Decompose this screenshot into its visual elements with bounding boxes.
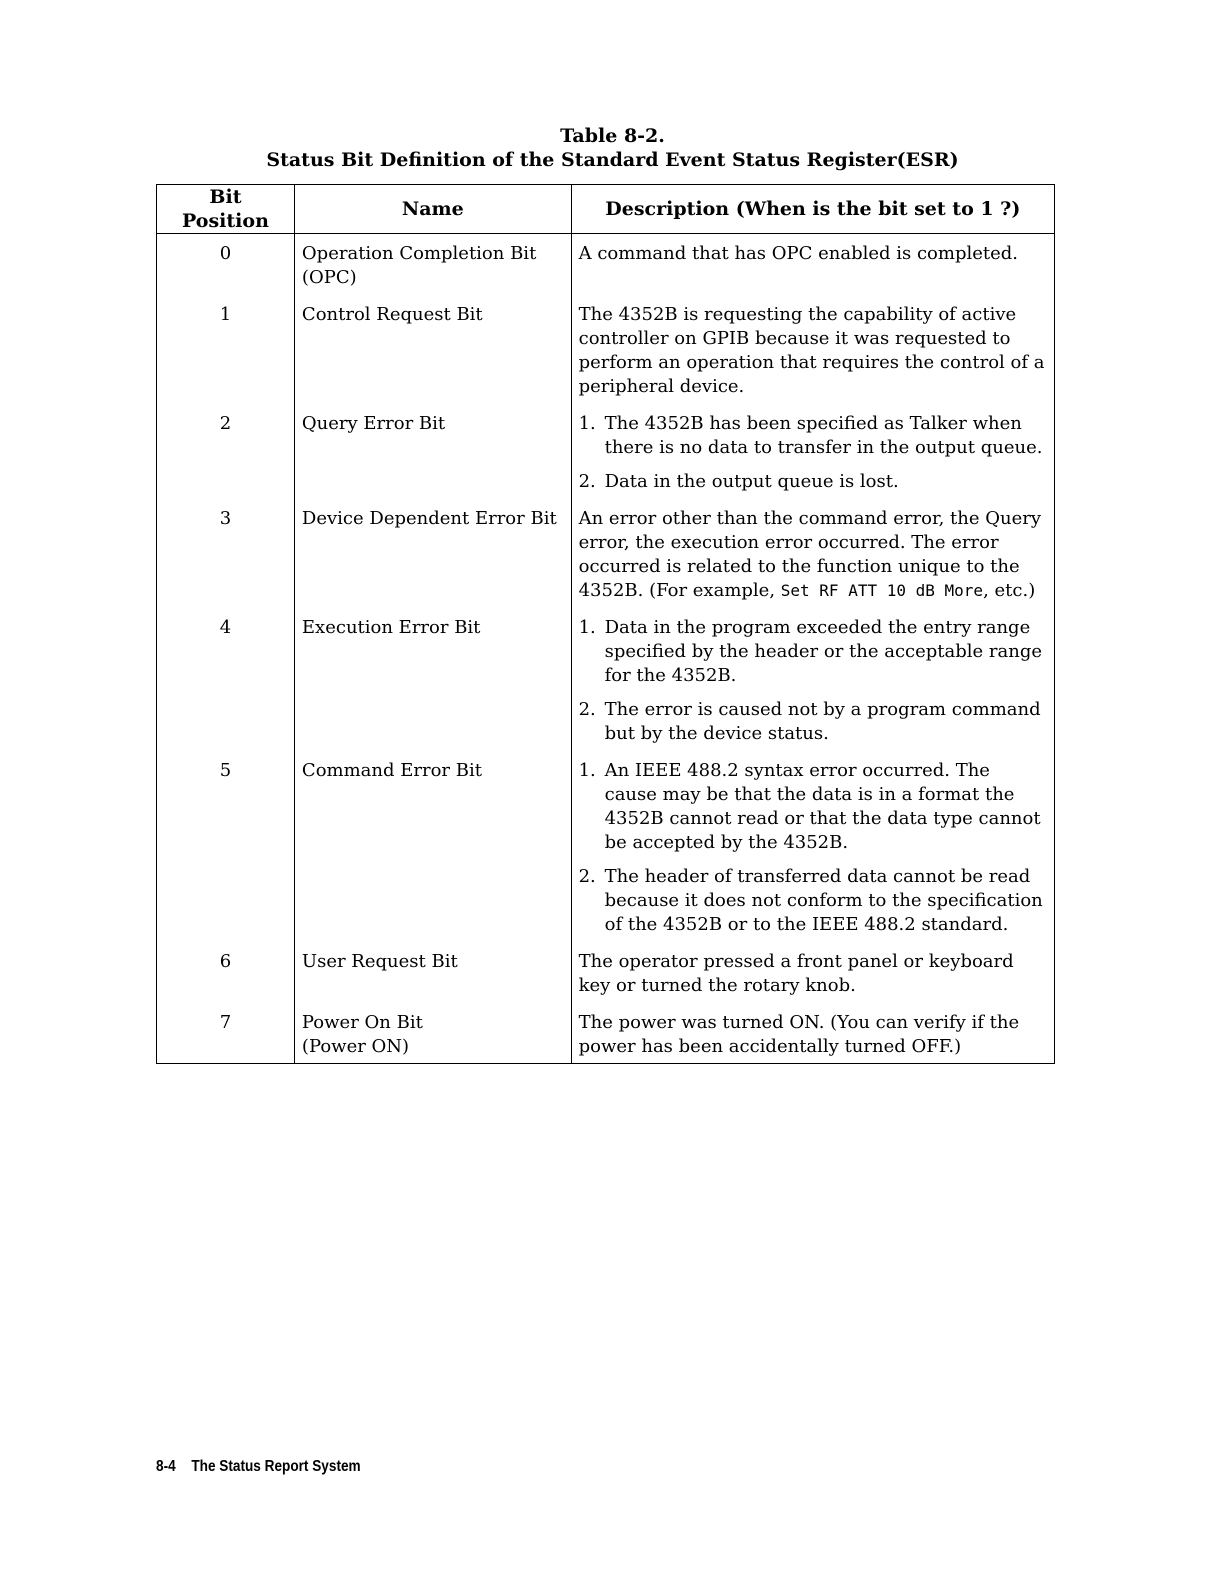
- description-list: [579, 759, 1047, 937]
- list-item-number: 1.: [578, 413, 596, 434]
- list-item: [579, 616, 1047, 688]
- bit-position: 5: [157, 755, 295, 946]
- list-item-text: The header of transferred data cannot be read because it does not conform to the specification of the 4352B or to the IEEE 488.2 standard.: [604, 866, 1043, 935]
- bit-name: [294, 234, 571, 300]
- list-item-number: 2.: [578, 699, 596, 720]
- list-item-text: The 4352B has been specified as Talker when there is no data to transfer in the output queue.: [604, 413, 1043, 458]
- bit-name: Execution Error Bit: [294, 612, 571, 755]
- table-row: [157, 408, 1055, 503]
- esr-bit-table: [156, 184, 1055, 1064]
- list-item-text: Data in the program exceeded the entry range specified by the header or the acceptable range for the 4352B.: [604, 617, 1043, 686]
- bit-description: The power was turned ON. (You can verify if the power has been accidentally turned OFF.): [571, 1007, 1054, 1064]
- list-item-number: 1.: [578, 617, 596, 638]
- bit-description: [571, 408, 1054, 503]
- list-item-text: Data in the output queue is lost.: [604, 471, 899, 492]
- description-text-end: , etc.): [983, 580, 1036, 601]
- bit-position: 4: [157, 612, 295, 755]
- bit-position: 6: [157, 946, 295, 1007]
- bit-position: 3: [157, 503, 295, 612]
- list-item: [579, 698, 1047, 746]
- header-name: Name: [294, 185, 571, 234]
- bit-name: Query Error Bit: [294, 408, 571, 503]
- list-item-text: The error is caused not by a program command but by the device status.: [604, 699, 1041, 744]
- list-item-number: 2.: [578, 471, 596, 492]
- table-row: [157, 1007, 1055, 1064]
- bit-description: A command that has OPC enabled is completed.: [571, 234, 1054, 300]
- bit-position: 7: [157, 1007, 295, 1064]
- header-description: Description (When is the bit set to 1 ?): [571, 185, 1054, 234]
- description-list: [579, 412, 1047, 494]
- bit-position: 2: [157, 408, 295, 503]
- bit-name-abbrev: (Power ON): [301, 1036, 410, 1057]
- table-row: [157, 612, 1055, 755]
- bit-name: Control Request Bit: [294, 299, 571, 408]
- bit-name-abbrev: (OPC): [301, 267, 357, 288]
- list-item: [579, 470, 1047, 494]
- table-row: [157, 755, 1055, 946]
- bit-name: User Request Bit: [294, 946, 571, 1007]
- bit-name: Device Dependent Error Bit: [294, 503, 571, 612]
- page-number: 8-4: [156, 1458, 176, 1475]
- bit-name-line: Operation Completion Bit: [301, 243, 537, 264]
- section-title: The Status Report System: [191, 1458, 361, 1475]
- bit-description: The 4352B is requesting the capability of active controller on GPIB because it was requested to perform an operation that requires the control of a peripheral device.: [571, 299, 1054, 408]
- header-row: [157, 185, 1055, 234]
- bit-description: [571, 503, 1054, 612]
- description-text: An error other than the command error, the Query error, the execution error occurred. The error occurred is related to the function unique to the 4352B. (For example,: [578, 508, 1042, 601]
- table-number: Table 8-2.: [560, 125, 665, 147]
- bit-description: [571, 612, 1054, 755]
- header-bit-position: Bit Position: [157, 185, 295, 234]
- bit-name: Command Error Bit: [294, 755, 571, 946]
- table-row: [157, 946, 1055, 1007]
- list-item: [579, 759, 1047, 855]
- bit-position: 1: [157, 299, 295, 408]
- bit-description: [571, 755, 1054, 946]
- list-item: [579, 865, 1047, 937]
- command-example: Set RF ATT 10 dB More: [780, 581, 984, 600]
- bit-position: 0: [157, 234, 295, 300]
- list-item-text: An IEEE 488.2 syntax error occurred. The cause may be that the data is in a format the 4352B cannot read or that the data type cannot be accepted by the 4352B.: [604, 760, 1041, 853]
- list-item: [579, 412, 1047, 460]
- table-row: [157, 299, 1055, 408]
- table-caption: [0, 124, 1225, 172]
- page-footer: [156, 1458, 361, 1476]
- bit-name-line: Power On Bit: [301, 1012, 423, 1033]
- list-item-number: 2.: [578, 866, 596, 887]
- table-title: Status Bit Definition of the Standard Event Status Register(ESR): [266, 149, 959, 171]
- bit-description: The operator pressed a front panel or keyboard key or turned the rotary knob.: [571, 946, 1054, 1007]
- bit-name: [294, 1007, 571, 1064]
- table-row: [157, 234, 1055, 300]
- description-list: [579, 616, 1047, 746]
- list-item-number: 1.: [578, 760, 596, 781]
- table-row: [157, 503, 1055, 612]
